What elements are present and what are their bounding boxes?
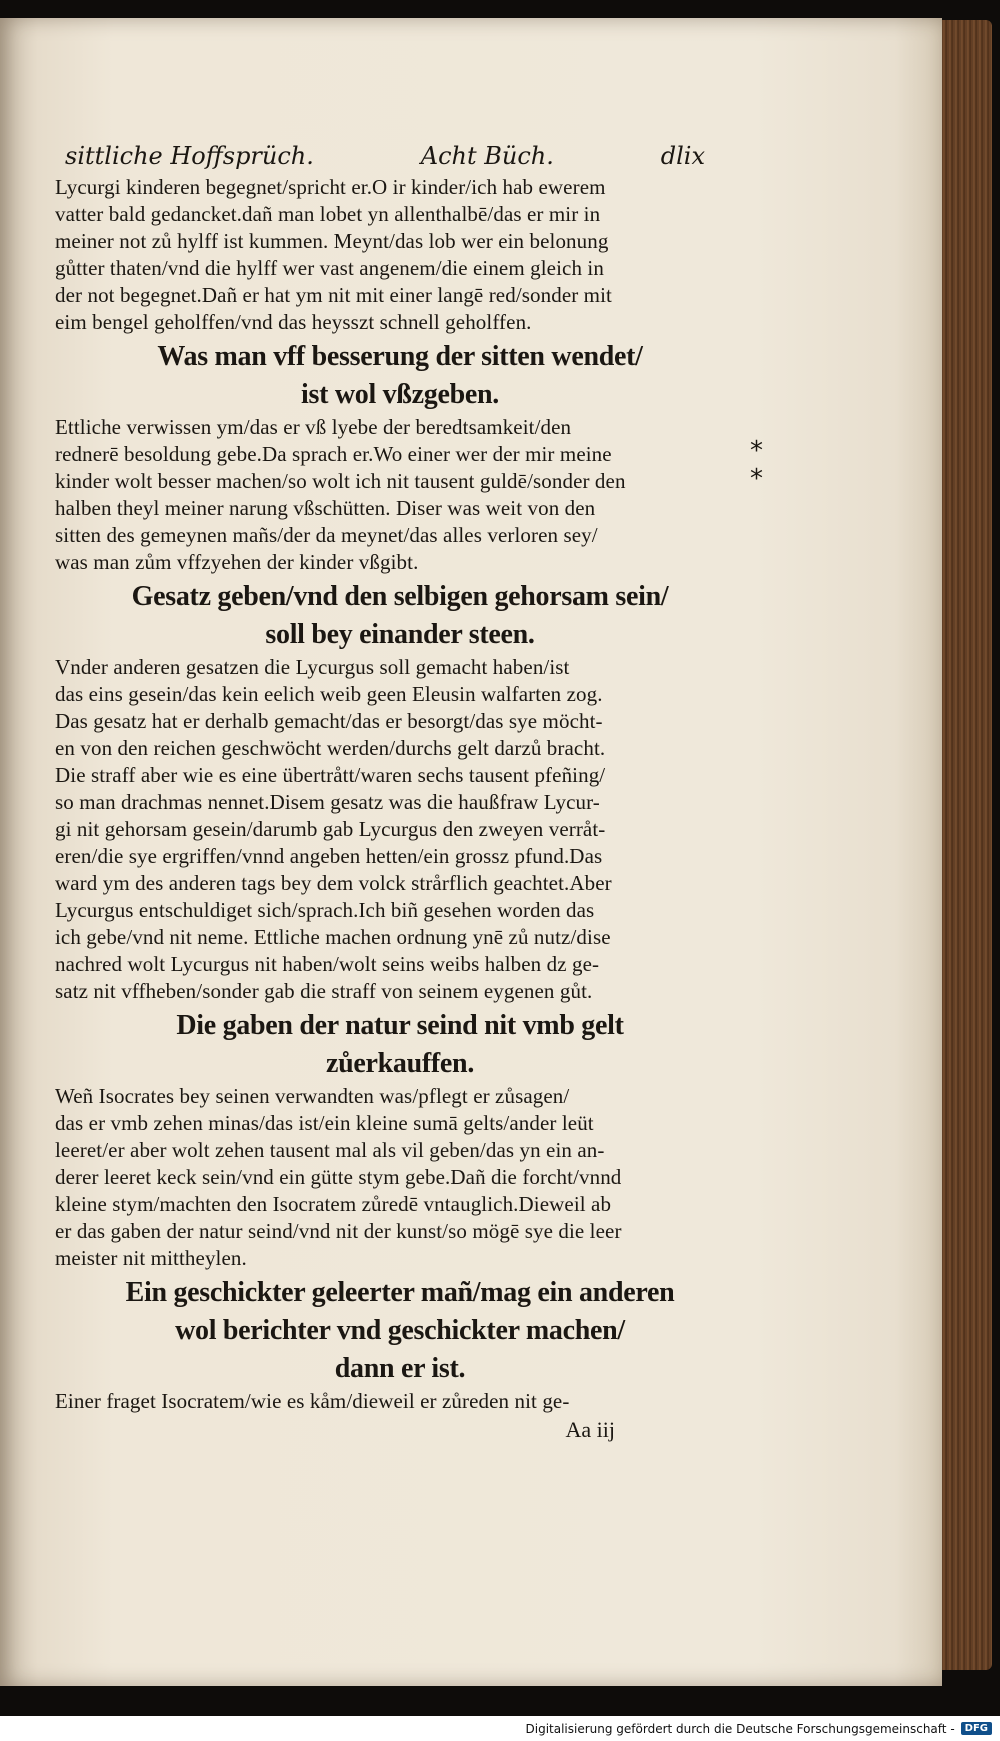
- digitization-footer: [0, 1716, 1000, 1741]
- section-heading: Ein geschickter geleerter mañ/mag ein anderen: [125, 1277, 675, 1308]
- text-line: das er vmb zehen minas/das ist/ein kleine sumā gelts/ander leüt: [55, 1111, 594, 1135]
- section-heading: zůerkauffen.: [325, 1048, 475, 1079]
- running-head-center: Acht Büch.: [420, 142, 554, 170]
- text-line: Vnder anderen gesatzen die Lycurgus soll gemacht haben/ist: [55, 655, 570, 679]
- text-line: kleine stym/machten den Isocratem zůredē vntauglich.Dieweil ab: [55, 1192, 612, 1216]
- footer-text: Digitalisierung gefördert durch die Deutsche Forschungsgemeinschaft -: [525, 1721, 955, 1736]
- text-line: meister nit mittheylen.: [55, 1246, 247, 1270]
- section-besserung: [55, 338, 745, 576]
- running-head-left: sittliche Hoffsprüch.: [65, 142, 314, 170]
- text-line: gůtter thaten/vnd die hylff wer vast angenem/die einem gleich in: [55, 256, 604, 280]
- section-heading: Die gaben der natur seind nit vmb gelt: [176, 1010, 624, 1041]
- signature-mark: Aa iij: [565, 1417, 615, 1442]
- text-line: Weñ Isocrates bey seinen verwandten was/pflegt er zůsagen/: [55, 1084, 570, 1108]
- text-line: ward ym des anderen tags bey dem volck strårflich geachtet.Aber: [55, 871, 612, 895]
- text-block: [55, 140, 745, 1445]
- text-line: gi nit gehorsam gesein/darumb gab Lycurgus den zweyen verråt-: [55, 817, 606, 841]
- section-heading: Was man vff besserung der sitten wendet/: [157, 341, 643, 372]
- section-heading: Gesatz geben/vnd den selbigen gehorsam sein/: [131, 581, 669, 612]
- running-head: [55, 140, 745, 172]
- text-line: Die straff aber wie es eine übertrått/waren sechs tausent pfeñing/: [55, 763, 606, 787]
- text-line: so man drachmas nennet.Disem gesatz was die haußfraw Lycur-: [55, 790, 600, 814]
- text-line: er das gaben der natur seind/vnd nit der kunst/so mögē sye die leer: [55, 1219, 622, 1243]
- section-heading: ist wol vßzgeben.: [301, 379, 499, 410]
- text-line: en von den reichen geschwöcht werden/durchs gelt darzů bracht.: [55, 736, 606, 760]
- text-line: sitten des gemeynen mañs/der da meynet/das alles verloren sey/: [55, 523, 598, 547]
- text-line: eren/die sye ergriffen/vnnd angeben hetten/ein grossz pfund.Das: [55, 844, 603, 868]
- text-line: Ettliche verwissen ym/das er vß lyebe der beredtsamkeit/den: [55, 415, 572, 439]
- marginal-asterisk: *: [750, 436, 763, 466]
- text-line: nachred wolt Lycurgus nit haben/wolt seins weibs halben dz ge-: [55, 952, 600, 976]
- section-gaben-der-natur: [55, 1007, 745, 1272]
- text-line: Das gesatz hat er derhalb gemacht/das er besorgt/das sye möcht-: [55, 709, 603, 733]
- text-line: Lycurgi kinderen begegnet/spricht er.O ir kinder/ich hab ewerem: [55, 175, 606, 199]
- text-line: Einer fraget Isocratem/wie es kåm/dieweil er zůreden nit ge-: [55, 1389, 570, 1413]
- marginal-asterisk: *: [750, 464, 763, 494]
- section-continuation: [55, 174, 745, 336]
- section-gesatz: [55, 578, 745, 1005]
- text-line: derer leeret keck sein/vnd ein gütte stym gebe.Dañ die forcht/vnnd: [55, 1165, 622, 1189]
- text-line: halben theyl meiner narung vßschütten. Diser was weit von den: [55, 496, 596, 520]
- text-line: eim bengel geholffen/vnd das heysszt schnell geholffen.: [55, 310, 532, 334]
- text-line: rednerē besoldung gebe.Da sprach er.Wo einer wer der mir meine: [55, 442, 612, 466]
- text-line: ich gebe/vnd nit neme. Ettliche machen ordnung ynē zů nutz/dise: [55, 925, 611, 949]
- text-line: satz nit vffheben/sonder gab die straff von seinem eygenen gůt.: [55, 979, 593, 1003]
- folio-number: dlix: [660, 142, 705, 170]
- section-heading: wol berichter vnd geschickter machen/: [175, 1315, 625, 1346]
- dfg-logo-icon: DFG: [961, 1722, 992, 1735]
- section-geschickter-man: [55, 1274, 745, 1415]
- text-line: der not begegnet.Dañ er hat ym nit mit einer langē red/sonder mit: [55, 283, 612, 307]
- section-heading: dann er ist.: [334, 1353, 466, 1384]
- section-heading: soll bey einander steen.: [265, 619, 535, 650]
- book-page: [0, 18, 942, 1686]
- text-line: kinder wolt besser machen/so wolt ich nit tausent guldē/sonder den: [55, 469, 626, 493]
- text-line: das eins gesein/das kein eelich weib geen Eleusin walfarten zog.: [55, 682, 603, 706]
- text-line: leeret/er aber wolt zehen tausent mal als vil geben/das yn ein an-: [55, 1138, 605, 1162]
- text-line: vatter bald gedancket.dañ man lobet yn allenthalbē/das er mir in: [55, 202, 601, 226]
- text-line: meiner not zů hylff ist kummen. Meynt/das lob wer ein belonung: [55, 229, 609, 253]
- text-line: was man zům vffzyehen der kinder vßgibt.: [55, 550, 419, 574]
- text-line: Lycurgus entschuldiget sich/sprach.Ich biñ gesehen worden das: [55, 898, 595, 922]
